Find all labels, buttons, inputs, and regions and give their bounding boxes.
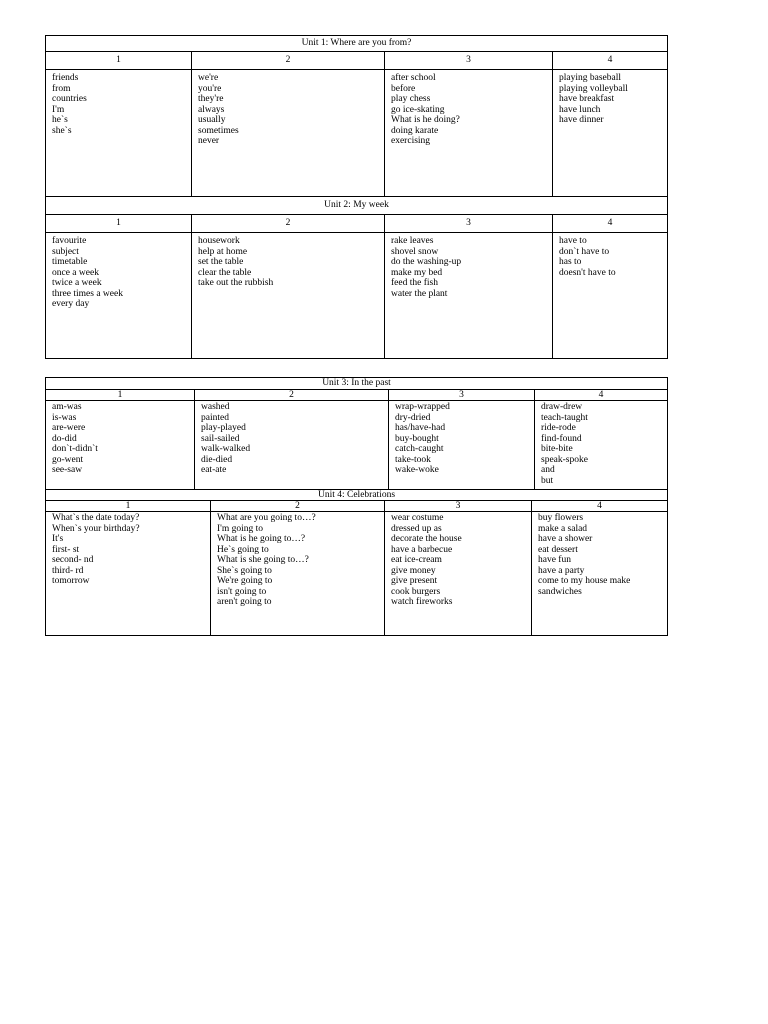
word: catch-caught bbox=[395, 444, 444, 454]
word: twice a week bbox=[52, 278, 102, 288]
word: friends bbox=[52, 73, 79, 83]
unit-3-column-numbers bbox=[46, 390, 667, 401]
word: die-died bbox=[201, 454, 233, 465]
word: have a barbecue bbox=[391, 544, 453, 555]
column-number: 1 bbox=[117, 390, 123, 400]
word: subject bbox=[52, 246, 79, 257]
word: eat dessert bbox=[538, 544, 578, 555]
word: make my bed bbox=[391, 267, 443, 278]
word: help at home bbox=[198, 246, 248, 257]
word: washed bbox=[201, 402, 230, 412]
word: bite-bite bbox=[541, 444, 573, 454]
word-list-cell bbox=[46, 512, 210, 635]
word: It's bbox=[52, 534, 64, 544]
vocabulary-table-1 bbox=[45, 35, 668, 359]
word-list-cell bbox=[534, 401, 667, 489]
word: When`s your birthday? bbox=[52, 523, 140, 534]
word: we're bbox=[198, 73, 219, 83]
word: walk-walked bbox=[201, 444, 251, 454]
word: watch fireworks bbox=[391, 597, 453, 607]
word: doesn't have to bbox=[559, 267, 616, 278]
word: sandwiches bbox=[538, 586, 582, 597]
word: I'm bbox=[52, 104, 65, 115]
word-list-cell bbox=[210, 512, 384, 635]
word: before bbox=[391, 83, 416, 94]
word: she`s bbox=[52, 125, 72, 136]
word: sometimes bbox=[198, 125, 239, 136]
unit-4-column-numbers bbox=[46, 501, 667, 512]
word: play chess bbox=[391, 94, 431, 104]
word: am-was bbox=[52, 402, 82, 412]
word: take out the rubbish bbox=[198, 278, 274, 288]
word: rake leaves bbox=[391, 236, 434, 246]
word: after school bbox=[391, 73, 436, 83]
word: but bbox=[541, 475, 554, 486]
word: make a salad bbox=[538, 523, 588, 534]
word: has to bbox=[559, 257, 582, 267]
word: buy flowers bbox=[538, 513, 584, 523]
word: We're going to bbox=[217, 576, 273, 586]
word-list-cell bbox=[531, 512, 667, 635]
column-number: 2 bbox=[191, 215, 384, 232]
word: always bbox=[198, 104, 225, 115]
word-list-cell bbox=[191, 70, 384, 196]
word: water the plant bbox=[391, 288, 448, 299]
word: third- rd bbox=[52, 565, 84, 576]
unit-1-title: Unit 1: Where are you from? bbox=[46, 36, 667, 52]
word: has/have-had bbox=[395, 423, 446, 433]
word: He`s going to bbox=[217, 544, 269, 555]
word: clear the table bbox=[198, 267, 252, 278]
word: cook burgers bbox=[391, 586, 441, 597]
word: is-was bbox=[52, 412, 77, 423]
word: dry-dried bbox=[395, 412, 431, 423]
column-number: 4 bbox=[552, 215, 667, 232]
vocabulary-table-2 bbox=[45, 377, 668, 636]
word: have a party bbox=[538, 565, 585, 576]
word: What is he going to…? bbox=[217, 534, 306, 544]
word: What is she going to…? bbox=[217, 555, 309, 565]
word: come to my house make bbox=[538, 576, 631, 586]
column-number: 2 bbox=[210, 501, 384, 511]
word: give present bbox=[391, 576, 438, 586]
word: and bbox=[541, 465, 555, 475]
unit-2-title: Unit 2: My week bbox=[46, 197, 667, 215]
word: wear costume bbox=[391, 513, 444, 523]
word: have fun bbox=[538, 555, 571, 565]
word: housework bbox=[198, 236, 240, 246]
word: sail-sailed bbox=[201, 433, 240, 444]
word: tomorrow bbox=[52, 576, 90, 586]
word: timetable bbox=[52, 257, 88, 267]
word: find-found bbox=[541, 433, 582, 444]
word: aren't going to bbox=[217, 597, 272, 607]
word: painted bbox=[201, 412, 229, 423]
word: have a shower bbox=[538, 534, 593, 544]
unit-1-column-numbers bbox=[46, 52, 667, 70]
word: speak-spoke bbox=[541, 454, 588, 465]
word: isn't going to bbox=[217, 586, 267, 597]
word: never bbox=[198, 136, 220, 146]
word-list-cell bbox=[552, 70, 667, 196]
word: dressed up as bbox=[391, 523, 442, 534]
word: they're bbox=[198, 94, 224, 104]
column-number: 1 bbox=[116, 218, 121, 228]
unit-3-word-row bbox=[46, 401, 667, 490]
unit-2-column-numbers bbox=[46, 215, 667, 233]
word: eat ice-cream bbox=[391, 555, 442, 565]
word-list-cell bbox=[388, 401, 534, 489]
word: teach-taught bbox=[541, 412, 588, 423]
word: go-went bbox=[52, 454, 84, 465]
column-number: 3 bbox=[384, 215, 552, 232]
word-list-cell bbox=[384, 70, 552, 196]
unit-4-title: Unit 4: Celebrations bbox=[46, 490, 667, 501]
word: three times a week bbox=[52, 288, 123, 299]
word-list-cell bbox=[191, 233, 384, 358]
word: feed the fish bbox=[391, 278, 438, 288]
column-number: 4 bbox=[531, 501, 667, 511]
unit-4-word-row bbox=[46, 512, 667, 636]
word: set the table bbox=[198, 257, 244, 267]
word: you're bbox=[198, 83, 222, 94]
word: exercising bbox=[391, 136, 431, 146]
column-number: 2 bbox=[194, 390, 388, 400]
word: don`t have to bbox=[559, 246, 610, 257]
word: have breakfast bbox=[559, 94, 615, 104]
word-list-cell bbox=[384, 233, 552, 358]
column-number: 3 bbox=[384, 52, 552, 69]
word: have dinner bbox=[559, 115, 604, 125]
word: he`s bbox=[52, 115, 68, 125]
word: playing volleyball bbox=[559, 83, 628, 94]
word: eat-ate bbox=[201, 465, 227, 475]
word: give money bbox=[391, 565, 436, 576]
word: do-did bbox=[52, 433, 77, 444]
word: favourite bbox=[52, 236, 87, 246]
word: shovel snow bbox=[391, 246, 439, 257]
word: do the washing-up bbox=[391, 257, 462, 267]
word: take-took bbox=[395, 454, 431, 465]
word: draw-drew bbox=[541, 402, 583, 412]
column-number: 3 bbox=[388, 390, 534, 400]
unit-1-word-row bbox=[46, 70, 667, 197]
word: She`s going to bbox=[217, 565, 272, 576]
word: doing karate bbox=[391, 125, 439, 136]
unit-3-title: Unit 3: In the past bbox=[46, 378, 667, 390]
word-list-cell bbox=[384, 512, 531, 635]
word: have to bbox=[559, 236, 587, 246]
column-number: 4 bbox=[552, 52, 667, 69]
word: from bbox=[52, 83, 71, 94]
word: What are you going to…? bbox=[217, 513, 316, 523]
column-number: 1 bbox=[116, 55, 121, 65]
word-list-cell bbox=[46, 233, 191, 358]
word: every day bbox=[52, 299, 90, 309]
word: countries bbox=[52, 94, 87, 104]
word: wrap-wrapped bbox=[395, 402, 450, 412]
word: have lunch bbox=[559, 104, 601, 115]
column-number: 4 bbox=[534, 390, 667, 400]
word: ride-rode bbox=[541, 423, 576, 433]
column-number: 2 bbox=[191, 52, 384, 69]
word: wake-woke bbox=[395, 465, 439, 475]
word: I'm going to bbox=[217, 523, 264, 534]
word: play-played bbox=[201, 423, 246, 433]
word: buy-bought bbox=[395, 433, 439, 444]
word: first- st bbox=[52, 544, 80, 555]
column-number: 3 bbox=[384, 501, 531, 511]
word: usually bbox=[198, 115, 226, 125]
word: see-saw bbox=[52, 465, 83, 475]
word-list-cell bbox=[46, 70, 191, 196]
word-list-cell bbox=[552, 233, 667, 358]
word: go ice-skating bbox=[391, 104, 445, 115]
word: playing baseball bbox=[559, 73, 621, 83]
word: What`s the date today? bbox=[52, 513, 140, 523]
unit-2-word-row bbox=[46, 233, 667, 359]
word: What is he doing? bbox=[391, 115, 460, 125]
word: decorate the house bbox=[391, 534, 462, 544]
word: are-were bbox=[52, 423, 86, 433]
word: second- nd bbox=[52, 555, 94, 565]
word-list-cell bbox=[194, 401, 388, 489]
column-number: 1 bbox=[125, 501, 131, 511]
word: don`t-didn`t bbox=[52, 444, 98, 454]
word-list-cell bbox=[46, 401, 194, 489]
word: once a week bbox=[52, 267, 99, 278]
